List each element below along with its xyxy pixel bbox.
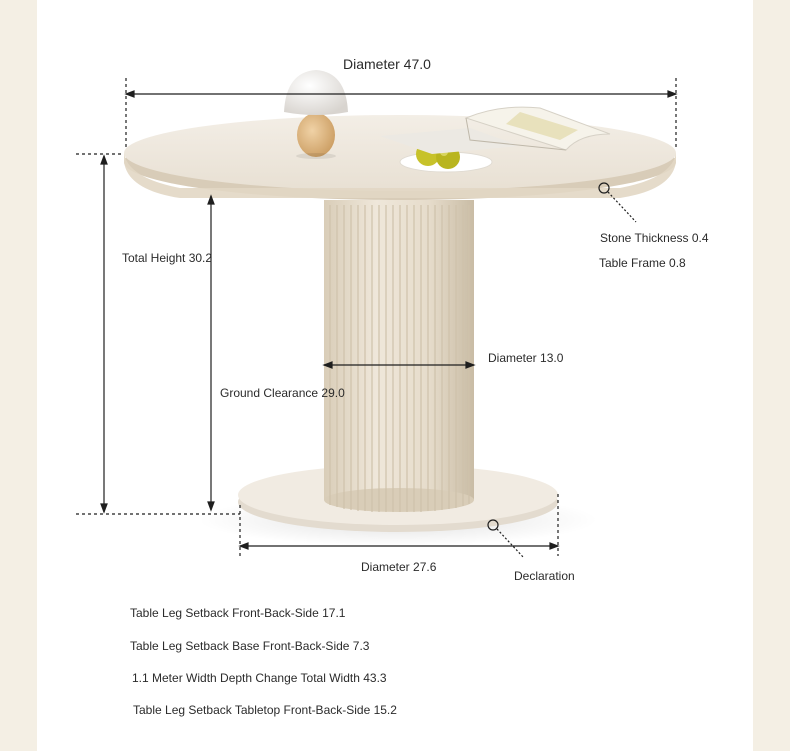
base-diameter-label: Diameter 27.6 <box>361 560 437 574</box>
total-height-label: Total Height 30.2 <box>122 251 213 265</box>
table-diameter-label: Diameter 47.0 <box>343 56 431 72</box>
declaration-label: Declaration <box>514 569 575 583</box>
note-leg-setback-tabletop: Table Leg Setback Tabletop Front-Back-Side 15.2 <box>133 703 397 717</box>
note-leg-setback-base: Table Leg Setback Base Front-Back-Side 7.3 <box>130 639 370 653</box>
note-width-depth-change: 1.1 Meter Width Depth Change Total Width 43.3 <box>132 671 387 685</box>
note-leg-setback: Table Leg Setback Front-Back-Side 17.1 <box>130 606 346 620</box>
stone-thickness-label: Stone Thickness 0.4 <box>600 231 709 245</box>
table-pedestal <box>324 200 474 512</box>
ground-clearance-label: Ground Clearance 29.0 <box>220 386 345 400</box>
leg-diameter-label: Diameter 13.0 <box>488 351 564 365</box>
table-frame-label: Table Frame 0.8 <box>599 256 686 270</box>
